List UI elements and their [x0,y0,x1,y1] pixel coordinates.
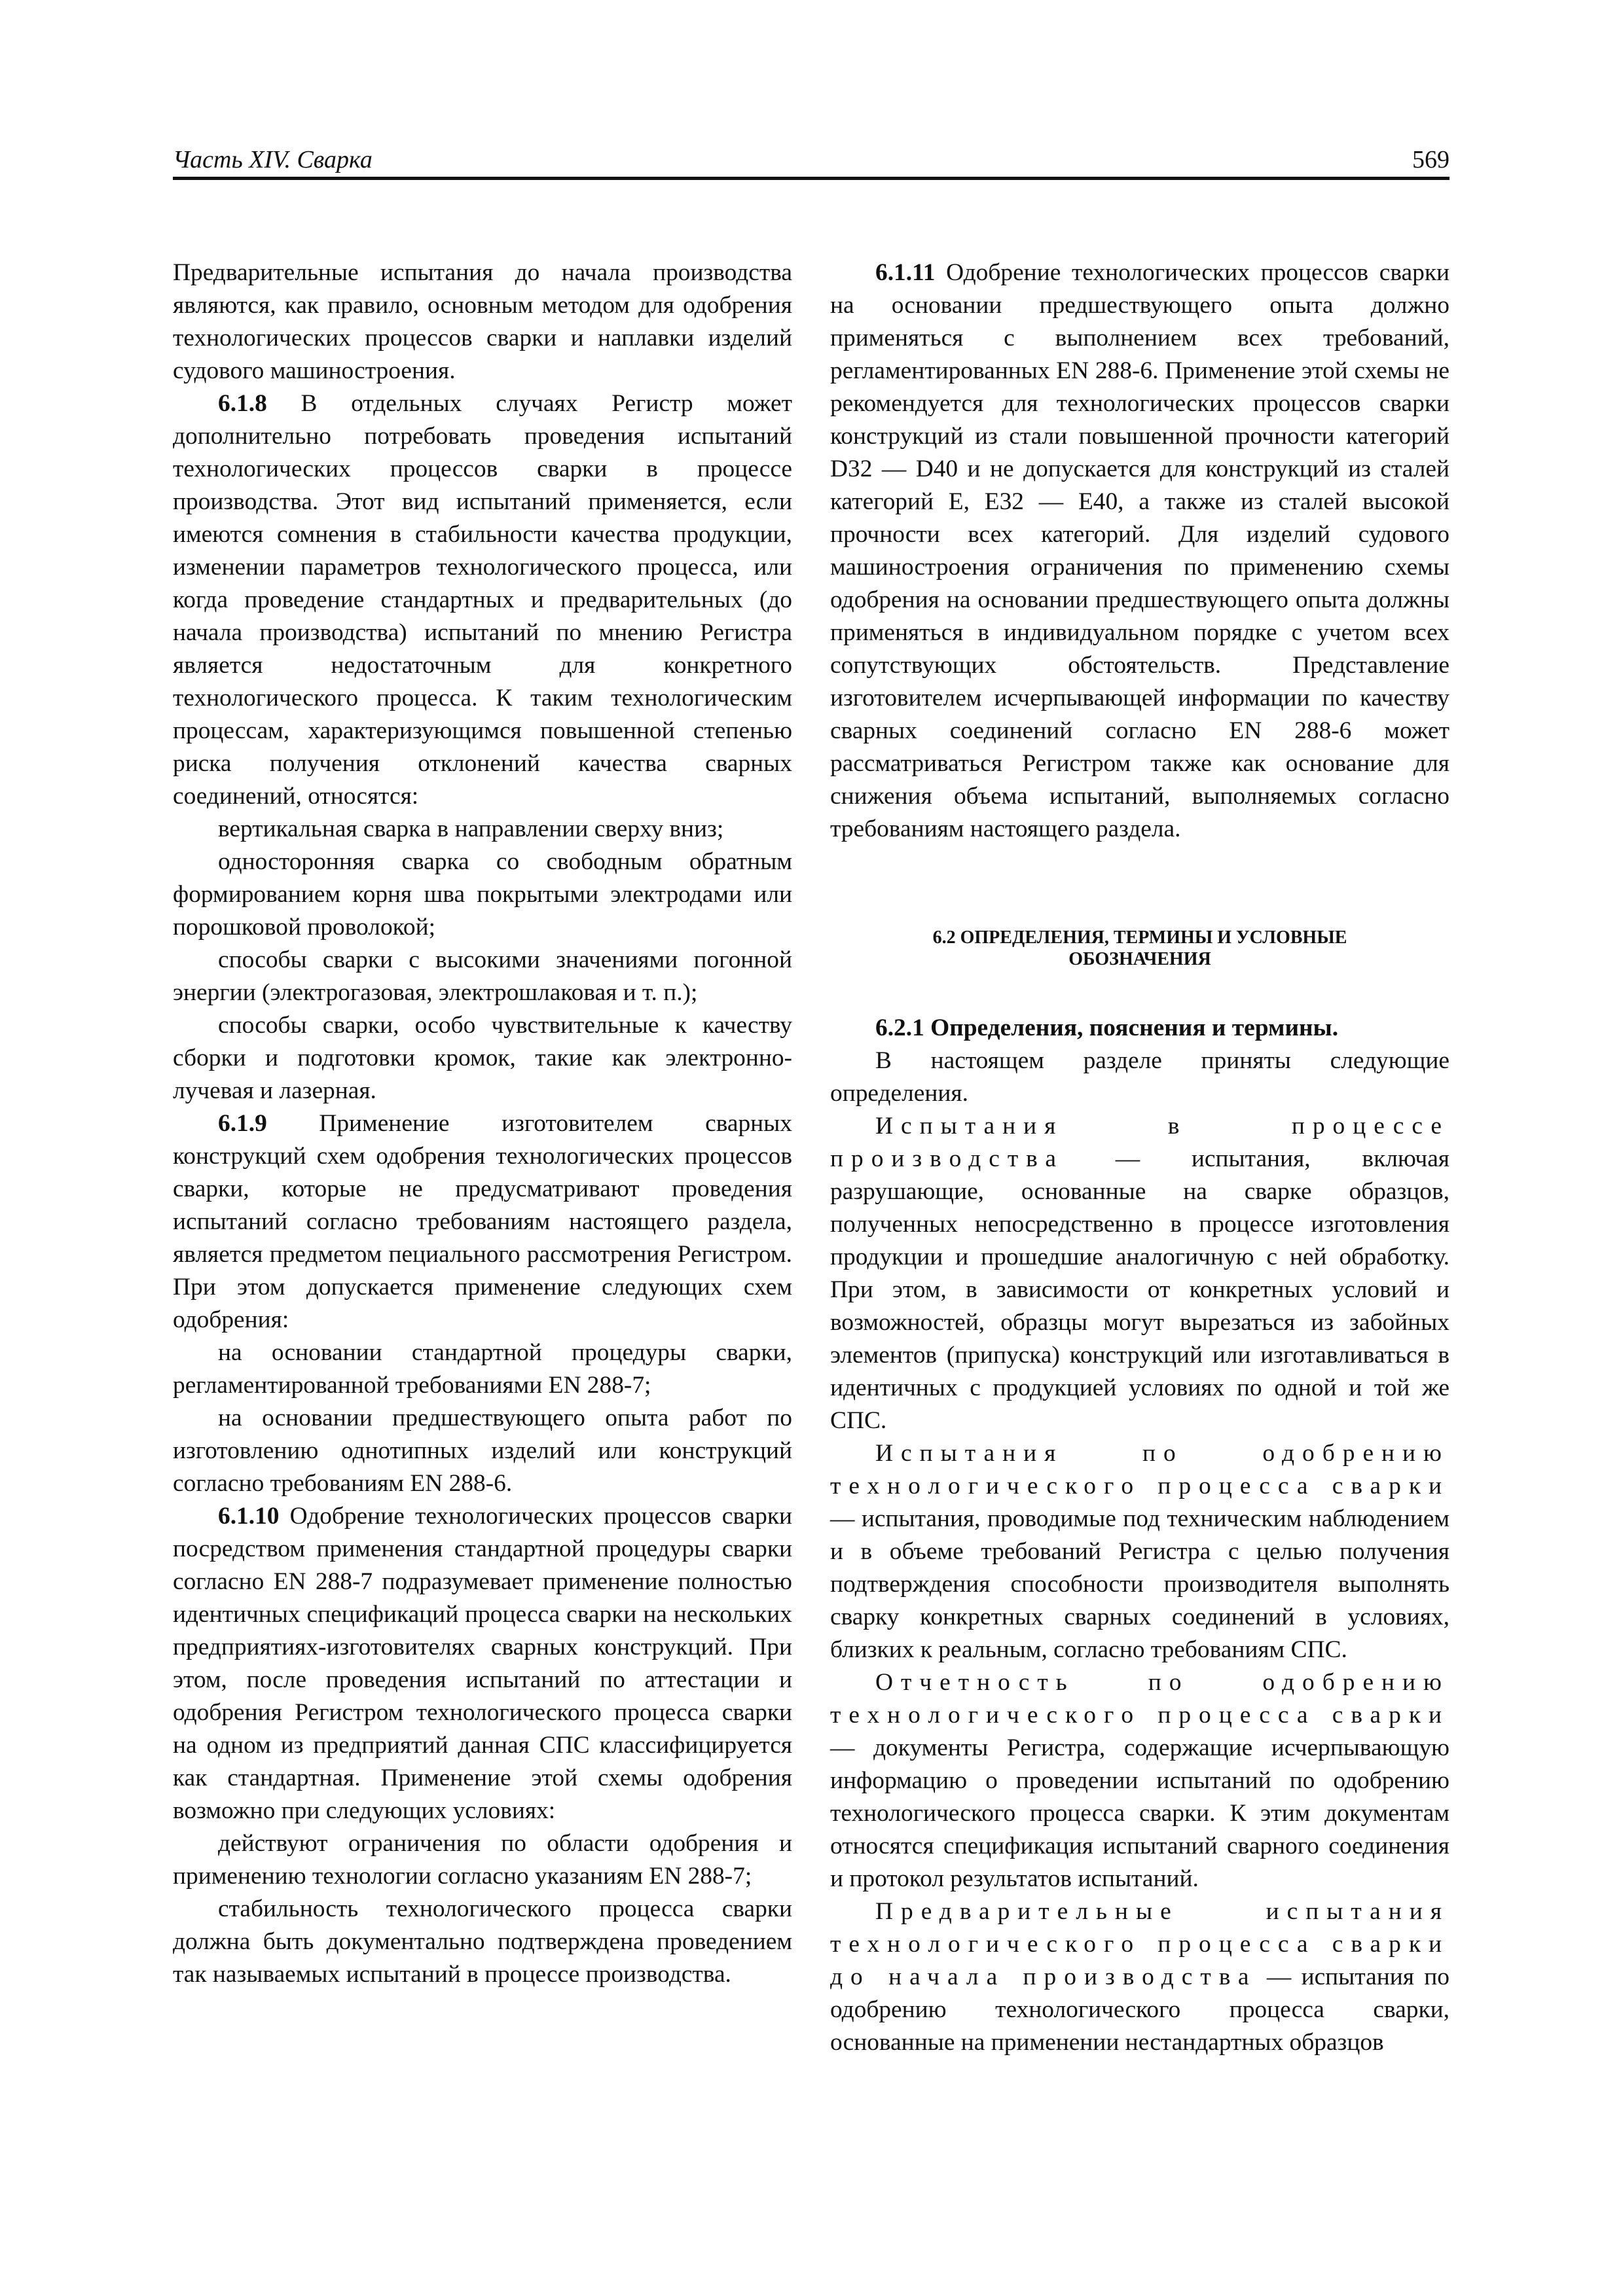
definition-text: — испытания, включая разрушающие, основанные на сварке образцов, полученных непосредственно в процессе изготовления продукции и прошедшие аналогичную с ней обработку. При этом, в зависимости от конкретных условий и возможностей, образцы могут вырезаться из забойных элементов (припуска) конструкций или изготавливаться в идентичных с продукцией условиях по одной и той же СПС. [830,1145,1450,1434]
clause-number: 6.1.11 [875,259,936,286]
running-header-title: Часть XIV. Сварка [173,146,373,173]
list-item: на основании предшествующего опыта работ по изготовлению однотипных изделий или конструкций согласно требованиям EN 288-6. [173,1405,792,1497]
clause-number: 6.1.9 [218,1110,267,1137]
clause-number: 6.1.10 [218,1503,280,1530]
list-item: действуют ограничения по области одобрения и применению технологии согласно указаниям EN 288-7; [173,1830,792,1890]
definition [830,1437,1450,1666]
subsection-heading: 6.2.1 Определения, пояснения и термины. [875,1014,1339,1041]
section-heading: 6.2 ОПРЕДЕЛЕНИЯ, ТЕРМИНЫ И УСЛОВНЫЕ ОБОЗНАЧЕНИЯ [932,927,1347,969]
page-number: 569 [1412,146,1450,173]
definition-term: Предварительные испытания технологического процесса сварки до начала производства [830,1898,1450,1990]
definition-term: Отчетность по одобрению технологического процесса сварки [830,1669,1450,1729]
clause-6-1-9 [173,1107,792,1336]
definition-text: — документы Регистра, содержащие исчерпывающую информацию о проведении испытаний по одобрению технологического процесса сварки. К этим документам относятся спецификация испытаний сварного соединения и протокол результатов испытаний. [830,1734,1450,1892]
definition [830,1110,1450,1437]
list-item: способы сварки, особо чувствительные к качеству сборки и подготовки кромок, такие как электронно-лучевая и лазерная. [173,1012,792,1104]
definition [830,1666,1450,1895]
clause-text: Одобрение технологических процессов сварки посредством применения стандартной процедуры сварки согласно EN 288-7 подразумевает применение полностью идентичных спецификаций процесса сварки на нескольких предприятиях-изготовителях сварных конструкций. При этом, после проведения испытаний по аттестации и одобрения Регистром технологического процесса сварки на одном из предприятий данная СПС классифицируется как стандартная. Применение этой схемы одобрения возможно при следующих условиях: [173,1503,792,1824]
list-item: стабильность технологического процесса сварки должна быть документально подтверждена проведением так называемых испытаний в процессе производства. [173,1895,792,1988]
header-rule [173,177,1450,180]
clause-text: Применение изготовителем сварных конструкций схем одобрения технологических процессов сварки, которые не предусматривают проведения испытаний согласно требованиям настоящего раздела, является предметом пециального рассмотрения Регистром. При этом допускается применение следующих схем одобрения: [173,1110,792,1333]
paragraph: Предварительные испытания до начала производства являются, как правило, основным методом для одобрения технологических процессов сварки и наплавки изделий судового машиностроения. [173,259,792,384]
list-item: односторонняя сварка со свободным обратным формированием корня шва покрытыми электродами или порошковой проволокой; [173,848,792,941]
clause-number: 6.1.8 [218,390,267,417]
clause-text: Одобрение технологических процессов сварки на основании предшествующего опыта должно применяться с выполнением всех требований, регламентированных EN 288-6. Применение этой схемы не рекомендуется для технологических процессов сварки конструкций из стали повышенной прочности категорий D32 — D40 и не допускается для конструкций из сталей категорий E, E32 — E40, а также из сталей высокой прочности всех категорий. Для изделий судового машиностроения ограничения по применению схемы одобрения на основании предшествующего опыта должны применяться в индивидуальном порядке с учетом всех сопутствующих обстоятельств. Представление изготовителем исчерпывающей информации по качеству сварных соединений согласно EN 288-6 может рассматриваться Регистром также как основание для снижения объема испытаний, выполняемых согласно требованиям настоящего раздела. [830,259,1450,842]
list-item: на основании стандартной процедуры сварки, регламентированной требованиями EN 288-7; [173,1339,792,1399]
clause-6-1-10 [173,1500,792,1827]
definition-text: — испытания по одобрению технологического процесса сварки, основанные на применении нестандартных образцов [830,1964,1450,2056]
definition-term: Испытания в процессе производства [830,1113,1450,1172]
clause-6-1-8 [173,387,792,813]
right-column [830,257,1450,2059]
list-item: способы сварки с высокими значениями погонной энергии (электрогазовая, электрошлаковая и т. п.); [173,946,792,1006]
definition-term: Испытания по одобрению технологического процесса сварки [830,1440,1450,1499]
definition [830,1895,1450,2059]
clause-6-1-11 [830,257,1450,846]
definition-text: — испытания, проводимые под техническим наблюдением и в объеме требований Регистра с целью получения подтверждения способности производителя выполнять сварку конкретных сварных соединений в условиях, близких к реальным, согласно требованиям СПС. [830,1505,1450,1663]
intro-paragraph: В настоящем разделе приняты следующие определения. [830,1047,1450,1107]
left-column [173,257,792,1991]
list-item: вертикальная сварка в направлении сверху вниз; [218,816,724,842]
running-header [173,145,1450,178]
clause-text: В отдельных случаях Регистр может дополнительно потребовать проведения испытаний технологических процессов сварки в процессе производства. Этот вид испытаний применяется, если имеются сомнения в стабильности качества продукции, изменении параметров технологического процесса, или когда проведение стандартных и предварительных (до начала производства) испытаний по мнению Регистра является недостаточным для конкретного технологического процесса. К таким технологическим процессам, характеризующимся повышенной степенью риска получения отклонений качества сварных соединений, относятся: [173,390,792,810]
